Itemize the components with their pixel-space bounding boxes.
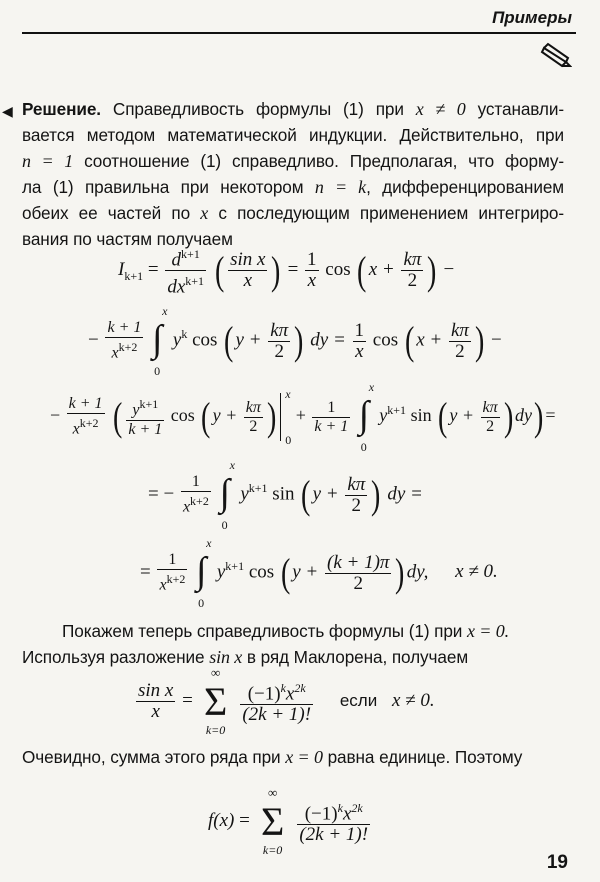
eq-condition: x ≠ 0.: [455, 561, 498, 583]
math-inline: n = 1: [22, 151, 74, 171]
equation-1: $I_{k+1}$ = $\frac{d^{k+1}}{dx^{k+1}}$ ( $\frac{\text{sin x}}{x}$ ) = $\frac{1}{x}$ cos ( x + $\frac{k\pi}{2}$ ) −: [118, 244, 454, 298]
equation-4: [148, 458, 423, 532]
integral-upper: x: [229, 458, 235, 472]
eq-function: cos: [248, 561, 275, 583]
eq-symbol: x: [307, 270, 316, 292]
eq-superscript: k+2: [118, 340, 138, 355]
math-inline: x ≠ 0: [415, 99, 466, 119]
header-rule: [22, 32, 576, 34]
page-number: 19: [546, 852, 568, 873]
sum-sign: Σ ∞ k=0: [198, 679, 234, 725]
eq-symbol: y: [240, 483, 249, 505]
eq-superscript: k+1: [225, 559, 245, 574]
eq-symbol: x: [182, 498, 191, 516]
paren-right: ): [503, 394, 514, 439]
eq-symbol: y: [379, 405, 388, 426]
pencil-icon: [540, 42, 572, 68]
eq-symbol: y: [172, 329, 182, 351]
eq-superscript: k+1: [181, 247, 200, 261]
eq-symbol: k + 1: [314, 417, 349, 435]
integral-sign: ∫ x 0: [219, 458, 235, 532]
series-f-x: [208, 784, 372, 857]
eq-symbol: k + 1: [68, 395, 103, 413]
paren-right: ): [427, 247, 437, 293]
text-line: с последующим применением интегриро-: [218, 203, 564, 223]
eq-symbol: dy =: [387, 483, 423, 505]
eq-symbol: y +: [449, 405, 475, 426]
text-line: Используя разложение: [22, 647, 205, 667]
eq-function: cos: [192, 329, 218, 351]
header-title: Примеры: [492, 8, 572, 27]
yk1-over-k1-fraction: [126, 395, 164, 438]
eq-function: sin: [410, 405, 432, 426]
eq-number: 2: [353, 572, 363, 594]
math-inline: x = 0.: [466, 621, 510, 641]
eq-number: 1: [181, 473, 211, 492]
text-line: вается методом математической индукции. Действительно, при: [22, 125, 564, 145]
eq-symbol: x: [342, 803, 352, 825]
eq-number: 1: [307, 249, 317, 271]
kpi-fraction: [449, 321, 471, 362]
eq-symbol: x: [355, 340, 364, 362]
integral-lower: 0: [360, 440, 367, 454]
section-marker-icon: ◀: [2, 105, 13, 120]
text-line: вания по частям получаем: [22, 229, 233, 249]
eq-symbol: y: [132, 401, 140, 419]
bar-upper: x: [285, 387, 291, 401]
text-line: соотношение (1) справедливо. Предполагая, что форму-: [84, 151, 564, 171]
eq-symbol: y +: [212, 405, 238, 426]
integral-sign: ∫ x 0: [358, 380, 375, 454]
k1pi-fraction: [325, 553, 391, 594]
eq-symbol: k + 1: [107, 319, 142, 337]
paren-left: (: [214, 247, 225, 293]
math-inline: x: [200, 203, 209, 223]
eq-symbol: (2k + 1)!: [242, 704, 312, 726]
eq-symbol: x: [72, 420, 80, 438]
sum-lower: k=0: [205, 722, 226, 737]
eq-symbol: (2k + 1)!: [299, 824, 369, 846]
eq-symbol: x: [243, 270, 253, 292]
eq-condition: x ≠ 0.: [391, 690, 435, 712]
integral-lower: 0: [221, 518, 228, 532]
integral-lower: 0: [154, 364, 161, 378]
evaluation-bar: [280, 387, 292, 447]
eq-symbol: dy: [515, 405, 532, 426]
eq-superscript: k: [181, 327, 188, 342]
eq-superscript: k+2: [166, 572, 186, 587]
eq-superscript: 2k: [351, 801, 363, 815]
sinx-fraction: [228, 250, 267, 291]
bar-lower: 0: [285, 433, 292, 447]
paren-right: ): [533, 394, 544, 439]
eq-symbol: x: [285, 683, 295, 705]
eq-superscript: k+1: [185, 274, 205, 289]
text-line: Очевидно, сумма этого ряда при: [22, 747, 281, 767]
integral-sign: ∫ x 0: [196, 536, 212, 610]
paren-right: ): [395, 550, 405, 595]
integral-upper: x: [368, 380, 375, 394]
eq-operator: =: [182, 690, 193, 712]
eq-symbol: x +: [368, 259, 395, 281]
eq-number: 2: [274, 340, 284, 362]
paren-right: ): [294, 318, 304, 363]
integral-sign: ∫ x 0: [152, 304, 168, 378]
eq-number: 2: [249, 417, 258, 435]
eq-symbol: kπ: [482, 398, 498, 416]
eq-function: cos: [170, 405, 195, 426]
k1-over-xk2-fraction: [105, 319, 143, 362]
integral-upper: x: [162, 304, 168, 318]
eq-function: sin: [272, 483, 295, 505]
eq-superscript: k: [280, 681, 286, 695]
text-line: , дифференцированием: [366, 177, 564, 197]
paren-left: (: [404, 318, 415, 363]
solution-paragraph: [22, 96, 564, 252]
eq-symbol: kπ: [347, 473, 366, 495]
text-line: Справедливость формулы (1) при: [112, 99, 404, 119]
paren-right: ): [371, 472, 381, 517]
one-over-k1-fraction: [312, 399, 350, 436]
text-line: в ряд Маклорена, получаем: [246, 647, 469, 667]
math-inline: n = k: [314, 177, 367, 197]
derivative-fraction: [165, 244, 206, 298]
eq-symbol: sin x: [138, 680, 174, 702]
eq-symbol: k + 1: [128, 420, 163, 438]
eq-operator: = −: [148, 483, 175, 505]
paren-right: ): [271, 247, 281, 293]
eq-operator: =: [140, 561, 151, 583]
eq-symbol: x: [159, 576, 167, 594]
text-line: равна единице. Поэтому: [327, 747, 523, 767]
eq-superscript: k+2: [190, 494, 209, 509]
eq-operator: =: [545, 405, 556, 426]
eq-superscript: 2k: [294, 681, 306, 695]
eq-operator: =: [239, 810, 250, 832]
paren-right: ): [266, 394, 277, 439]
integral-upper: x: [206, 536, 212, 550]
eq-symbol: y +: [292, 561, 319, 583]
eq-function: cos: [325, 259, 351, 281]
eq-symbol: dx: [167, 276, 186, 298]
eq-number: 2: [455, 340, 465, 362]
paren-left: (: [280, 550, 291, 595]
eq-symbol: kπ: [403, 249, 422, 271]
eq-subscript: k+1: [124, 268, 144, 283]
paren-left: (: [224, 318, 234, 363]
maclaurin-paragraph: [22, 618, 564, 670]
eq-symbol: dy =: [310, 329, 346, 351]
eq-symbol: x: [151, 701, 160, 723]
series-term-fraction: [297, 798, 370, 845]
k1-over-xk2-fraction: [67, 395, 105, 438]
math-inline: x = 0: [285, 747, 323, 767]
series-term-fraction: [240, 678, 313, 725]
eq-symbol: y: [216, 561, 226, 583]
eq-superscript: k: [337, 801, 343, 815]
eq-superscript: k+2: [79, 416, 99, 431]
running-header: [22, 6, 576, 36]
eq-symbol: x: [111, 344, 119, 362]
equation-2: − $\frac{k + 1}{x^{k+2}}$ ∫ x 0 $y^k$ cos ( y + $\frac{k\pi}{2}$ ) dy = $\frac{1}{x}$ cos ( x + $\frac{k\pi}{2}$ ) −: [88, 304, 502, 378]
eq-superscript: k+1: [248, 481, 268, 496]
eq-symbol: kπ: [245, 398, 261, 416]
equation-3: − $\frac{k + 1}{x^{k+2}}$ ( $\frac{y^{k+1}}{k + 1}$ cos ( y + $\frac{k\pi}{2}$ ) x 0 + $\frac{1}{k + 1}$ ∫ x 0 $y^{k+1}$ sin ( y + $\frac{k\pi}{2}$ ) dy) =: [50, 380, 556, 454]
one-over-x-fraction: [305, 250, 319, 291]
one-over-x-fraction: [353, 321, 367, 362]
eq-number: 2: [407, 270, 418, 292]
eq-number: 2: [351, 494, 362, 516]
sum-sign: Σ ∞ k=0: [255, 799, 291, 845]
eq-symbol: I: [118, 259, 125, 281]
sum-upper: ∞: [210, 664, 221, 680]
text-line: устанавли-: [477, 99, 564, 119]
equation-5: [140, 536, 498, 610]
solution-label: Решение.: [22, 99, 101, 119]
sum-upper: ∞: [267, 784, 278, 800]
kpi-fraction: [268, 321, 290, 362]
kpi-fraction: [401, 250, 423, 291]
eq-symbol: kπ: [270, 319, 289, 341]
paren-left: (: [201, 394, 211, 439]
eq-symbol: y +: [235, 329, 262, 351]
eq-symbol: (−1): [304, 803, 338, 825]
paren-right: ): [474, 318, 485, 363]
eq-symbol: dy,: [406, 561, 429, 583]
kpi-fraction: [345, 475, 367, 516]
eq-symbol: (k + 1)π: [327, 551, 390, 573]
paren-left: (: [357, 247, 367, 293]
eq-operator: +: [295, 405, 306, 426]
integral-lower: 0: [198, 596, 205, 610]
kpi-fraction: [244, 399, 263, 436]
eq-superscript: k+1: [387, 403, 407, 418]
sum-value-paragraph: [22, 744, 564, 770]
paren-left: (: [301, 472, 311, 517]
eq-symbol: y +: [312, 483, 339, 505]
eq-symbol: d: [171, 249, 182, 271]
sum-lower: k=0: [262, 842, 283, 857]
eq-symbol: sin x: [230, 249, 266, 271]
eq-symbol: (−1): [247, 683, 281, 705]
eq-number: 1: [312, 399, 350, 418]
series-sin-x: [134, 664, 435, 737]
eq-symbol: kπ: [450, 319, 469, 341]
sinx-over-x-fraction: [136, 681, 175, 722]
eq-number: 1: [157, 551, 187, 570]
one-over-xk2-fraction: [157, 551, 187, 594]
eq-superscript: k+1: [139, 397, 159, 412]
text-line: ла (1) правильна при некотором: [22, 177, 304, 197]
math-inline: sin x: [209, 647, 243, 667]
paren-left: (: [113, 394, 123, 439]
eq-number: 1: [354, 319, 365, 341]
one-over-xk2-fraction: [181, 473, 211, 516]
text-line: Покажем теперь справедливость формулы (1) при: [62, 621, 463, 641]
condition-word: если: [339, 691, 378, 711]
paren-left: (: [438, 394, 448, 439]
eq-number: 2: [486, 417, 495, 435]
kpi-fraction: [481, 399, 500, 436]
text-line: обеих ее частей по: [22, 203, 191, 223]
eq-symbol: x +: [416, 329, 443, 351]
eq-symbol: f(x): [208, 810, 235, 832]
